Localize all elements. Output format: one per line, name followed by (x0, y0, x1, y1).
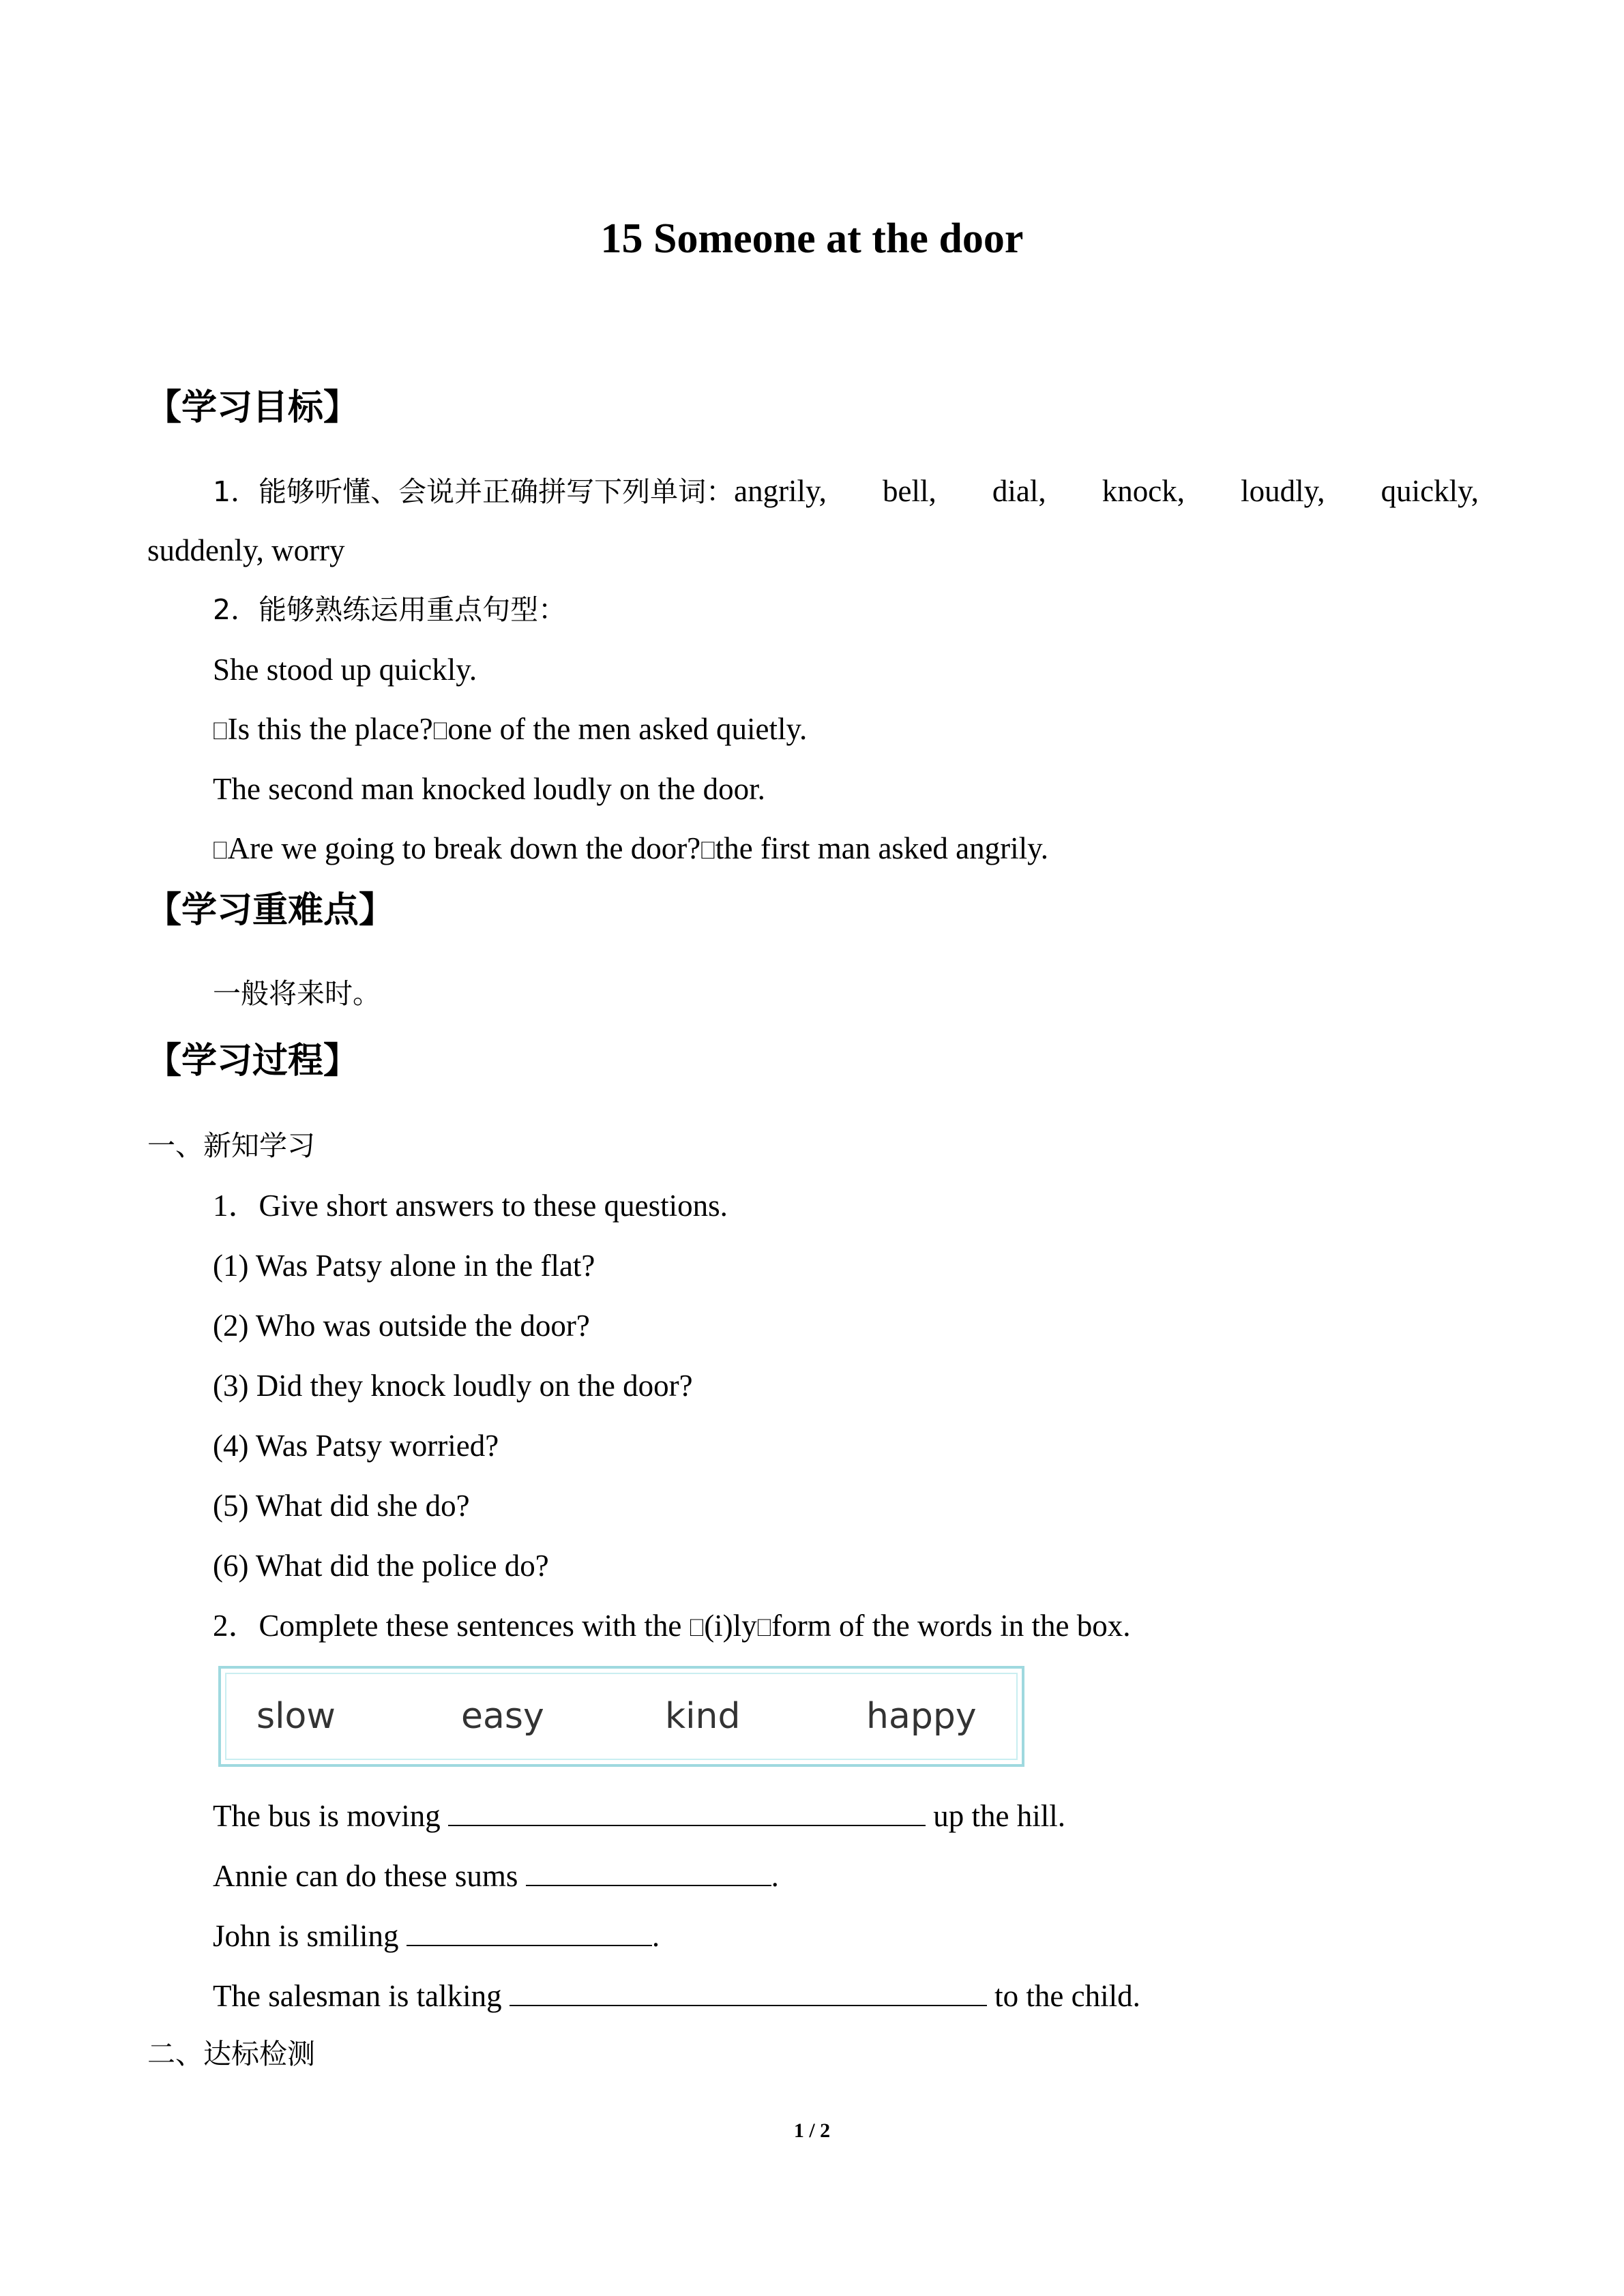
goal-1-word: loudly, (1241, 474, 1325, 508)
goal-1-label-group (213, 471, 827, 512)
goal-1-word: quickly, (1381, 474, 1479, 508)
key-sentence: The second man knocked loudly on the door. (213, 772, 765, 806)
goal-2-label: 2．能够熟练运用重点句型： (213, 593, 567, 626)
part-1-heading: 一、新知学习 (147, 1129, 315, 1162)
box-word: happy (866, 1696, 977, 1737)
question-item: (2) Who was outside the door? (213, 1309, 590, 1343)
fill-sentence (213, 1915, 660, 1956)
fill-sentence (213, 1795, 1065, 1836)
goal-1-word: bell, (883, 474, 936, 508)
quoted-question: Are we going to break down the door? (227, 831, 701, 865)
quoted-question: Is this the place? (227, 712, 433, 746)
goal-1-continuation: suddenly, worry (147, 533, 345, 567)
question-item: (6) What did the police do? (213, 1549, 549, 1583)
difficulty-heading: 【学习重难点】 (146, 890, 395, 931)
key-sentence (213, 828, 1048, 871)
goal-1-word: angrily, (734, 474, 827, 508)
word-box (218, 1666, 1024, 1767)
question-item: (1) Was Patsy alone in the flat? (213, 1249, 595, 1283)
answer-blank[interactable] (448, 1795, 926, 1826)
task-2-suffix: (i)ly (704, 1609, 757, 1643)
unknown-glyph: ⎕ (756, 1614, 772, 1642)
page-number: 1 / 2 (793, 2119, 831, 2142)
task-2-instruction (213, 1605, 1130, 1649)
fill-text: to the child. (994, 1979, 1140, 2013)
fill-text: The salesman is talking (213, 1979, 502, 2013)
goal-1-word: knock, (1102, 474, 1185, 508)
reporting-clause: one of the men asked quietly. (447, 712, 808, 746)
goal-1-word: dial, (992, 474, 1046, 508)
goal-1-label: 1．能够听懂、会说并正确拼写下列单词： (213, 475, 735, 508)
answer-blank[interactable] (526, 1855, 771, 1886)
question-item: (4) Was Patsy worried? (213, 1429, 499, 1463)
answer-blank[interactable] (510, 1975, 987, 2006)
goals-heading: 【学习目标】 (146, 387, 359, 428)
question-item: (5) What did she do? (213, 1489, 470, 1523)
fill-text: up the hill. (933, 1799, 1065, 1833)
question-item: (3) Did they knock loudly on the door? (213, 1369, 693, 1403)
answer-blank[interactable] (407, 1915, 652, 1946)
part-2-heading: 二、达标检测 (147, 2038, 315, 2070)
box-word: slow (256, 1696, 336, 1737)
fill-text: The bus is moving (213, 1799, 441, 1833)
fill-text: . (651, 1919, 660, 1953)
unknown-glyph: ⎕ (432, 717, 448, 745)
unknown-glyph: ⎕ (213, 717, 228, 745)
unknown-glyph: ⎕ (213, 837, 228, 865)
key-sentence: She stood up quickly. (213, 653, 477, 687)
task-1-instruction: 1．Give short answers to these questions. (213, 1189, 728, 1223)
goal-1-line (213, 471, 1479, 512)
document-title: 15 Someone at the door (600, 215, 1024, 262)
fill-text: John is smiling (213, 1919, 399, 1953)
difficulty-text: 一般将来时。 (213, 977, 381, 1010)
fill-sentence (213, 1855, 779, 1896)
reporting-clause: the first man asked angrily. (715, 831, 1048, 865)
fill-text: . (771, 1859, 779, 1893)
process-heading: 【学习过程】 (146, 1041, 359, 1082)
task-2-text: form of the words in the box. (771, 1609, 1131, 1643)
unknown-glyph: ⎕ (700, 837, 715, 865)
unknown-glyph: ⎕ (689, 1614, 705, 1642)
fill-sentence (213, 1975, 1140, 2016)
box-word: kind (665, 1696, 741, 1737)
task-2-text: 2．Complete these sentences with the (213, 1609, 682, 1643)
fill-text: Annie can do these sums (213, 1859, 518, 1893)
key-sentence (213, 709, 807, 752)
box-word: easy (461, 1696, 544, 1737)
